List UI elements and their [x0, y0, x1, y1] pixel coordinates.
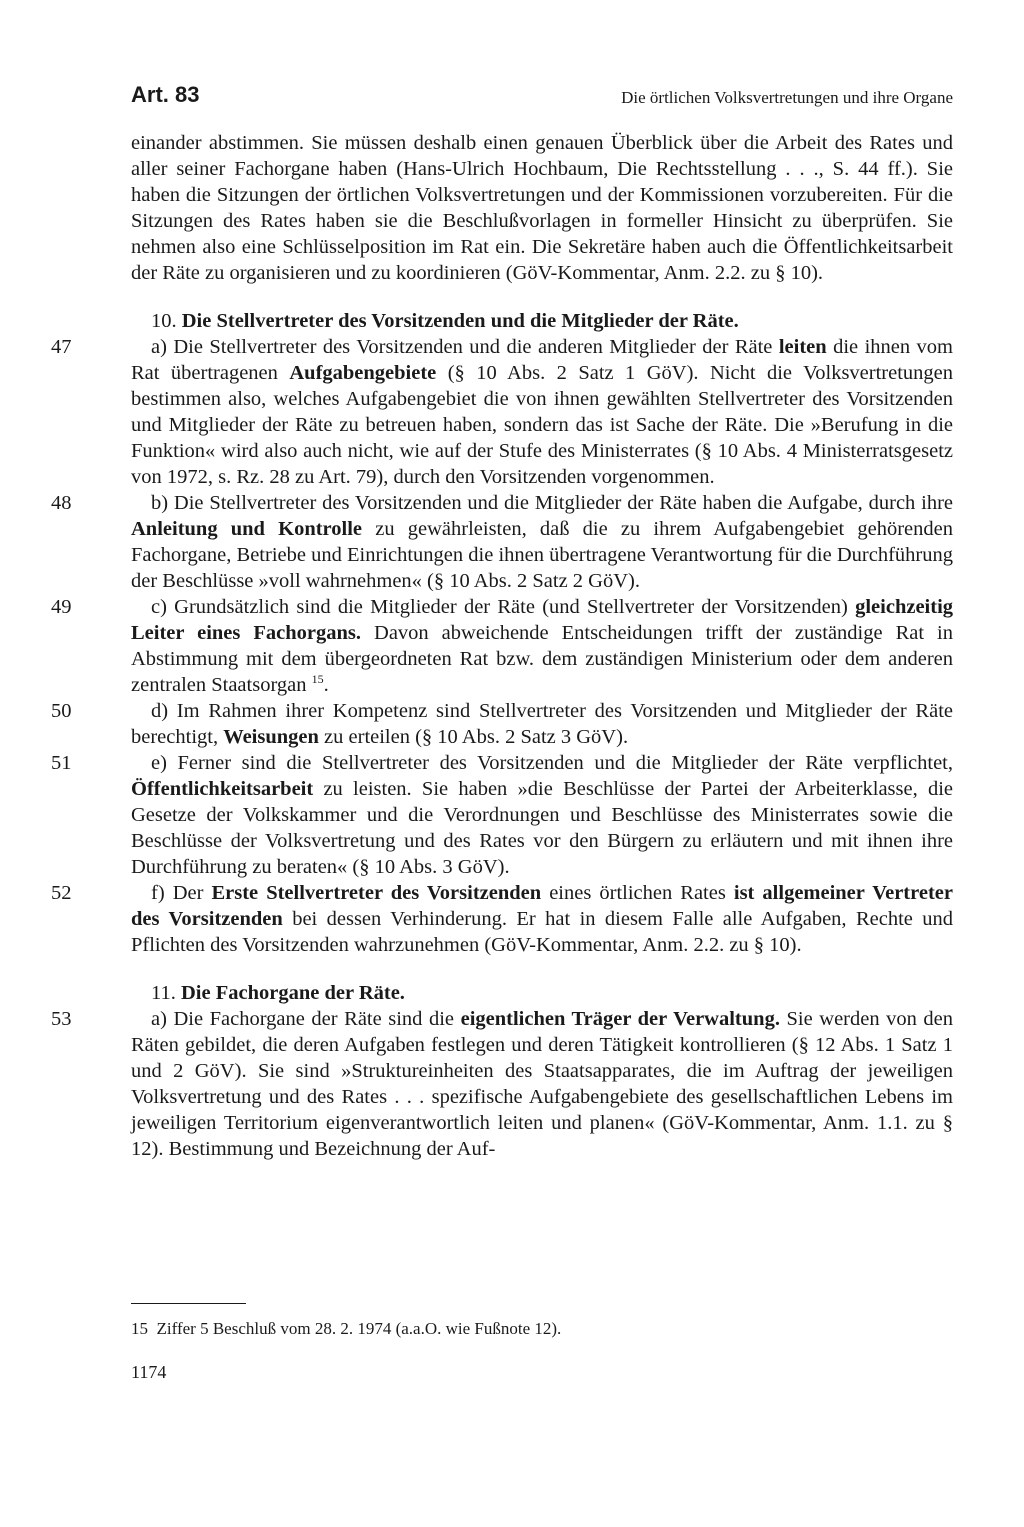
paragraph-49: 49 c) Grundsätzlich sind die Mitglieder der Räte (und Stellvertreter der Vorsitzenden) gleichzeitig Leiter eines Fachorgans. Davon abweichende Entscheidungen trifft der zuständige Rat in Abstimmung mit dem übergeordneten Rat bzw. dem zuständigen Ministerium oder dem anderen zentralen Staatsorgan $^{15}$. — [51, 596, 954, 696]
margin-number-53: 53 — [51, 1008, 72, 1030]
footnote-text: Ziffer 5 Beschluß vom 28. 2. 1974 (a.a.O. wie Fußnote 12). — [156, 1319, 562, 1338]
margin-number-48: 48 — [51, 492, 72, 514]
article-number: Art. 83 — [131, 82, 200, 107]
margin-number-47: 47 — [51, 336, 72, 358]
paragraph-51: 51 e) Ferner sind die Stellvertreter des Vorsitzenden und die Mitglieder der Räte verpflichtet, Öffentlichkeitsarbeit zu leisten. Sie haben »die Beschlüsse der Partei der Arbeiterklasse, die Gesetze der Volkskammer und die Verordnungen und Beschlüsse des Ministerrates sowie die Beschlüsse der Volksvertretung und des Rates vor den Bürgern zu erläutern und mit ihnen ihre Durchführung zu beraten« (§ 10 Abs. 3 GöV). — [51, 752, 954, 878]
page-number: 1174 — [131, 1362, 167, 1382]
margin-number-51: 51 — [51, 752, 72, 774]
paragraph-52: 52 f) Der Erste Stellvertreter des Vorsitzenden eines örtlichen Rates ist allgemeiner Vertreter des Vorsitzenden bei dessen Verhinderung. Er hat in diesem Falle alle Aufgaben, Rechte und Pflichten des Vorsitzenden wahrzunehmen (GöV-Kommentar, Anm. 2.2. zu § 10). — [51, 882, 954, 956]
footnote-15 — [131, 1318, 953, 1340]
footnote-reference[interactable]: 15 — [311, 672, 324, 687]
paragraph-53: 53 a) Die Fachorgane der Räte sind die eigentlichen Träger der Verwaltung. Sie werden von den Räten gebildet, die deren Aufgaben festlegen und deren Tätigkeit kontrollieren (§ 12 Abs. 1 Satz 1 und 2 GöV). Sie sind »Struktureinheiten des Staatsapparates, die im Auftrag der jeweiligen Volksvertretung und des Rates . . . spezifische Aufgabengebiete des gesellschaftlichen Lebens im jeweiligen Territorium eigenverantwortlich leiten und planen« (GöV-Kommentar, Anm. 1.1. zu § 12). Bestimmung und Bezeichnung der Auf- — [51, 1008, 954, 1160]
margin-number-52: 52 — [51, 882, 72, 904]
footnote-divider — [131, 1303, 246, 1304]
paragraph-50: 50 d) Im Rahmen ihrer Kompetenz sind Stellvertreter des Vorsitzenden und Mitglieder der Räte berechtigt, Weisungen zu erteilen (§ 10 Abs. 2 Satz 3 GöV). — [51, 700, 953, 748]
section-heading-11: 11. Die Fachorgane der Räte. — [151, 982, 405, 1004]
footnote-number: 15 — [131, 1319, 148, 1338]
paragraph-47: 47 a) Die Stellvertreter des Vorsitzenden und die anderen Mitglieder der Räte leiten die ihnen vom Rat übertragenen Aufgabengebiete (§ 10 Abs. 2 Satz 1 GöV). Nicht die Volksvertretungen bestimmen also, welches Aufgabengebiet die von ihnen gewählten Stellvertreter des Vorsitzenden und Mitglieder der Räte zu betreuen haben, sondern das ist Sache der Räte. Die »Berufung in die Funktion« wird also auch nicht, wie auf der Stufe des Ministerrates (§ 10 Abs. 4 Ministerratsgesetz von 1972, s. Rz. 28 zu Art. 79), durch den Vorsitzenden vorgenommen. — [51, 336, 954, 488]
margin-number-49: 49 — [51, 596, 72, 618]
page-header — [131, 82, 953, 122]
section-heading-10: 10. Die Stellvertreter des Vorsitzenden und die Mitglieder der Räte. — [151, 310, 739, 332]
paragraph-continuation: einander abstimmen. Sie müssen deshalb einen genauen Überblick über die Arbeit des Rates und aller seiner Fachorgane haben (Hans-Ulrich Hochbaum, Die Rechtsstellung . . ., S. 44 ff.). Sie haben die Sitzungen der örtlichen Volksvertretungen und der Kommissionen vorzubereiten. Für die Sitzungen des Rates haben sie die Beschlußvorlagen in formeller Hinsicht zu überprüfen. Sie nehmen also eine Schlüsselposition im Rat ein. Die Sekretäre haben auch die Öffentlichkeitsarbeit der Räte zu organisieren und zu koordinieren (GöV-Kommentar, Anm. 2.2. zu § 10). — [131, 132, 953, 284]
margin-number-50: 50 — [51, 700, 72, 722]
paragraph-48: 48 b) Die Stellvertreter des Vorsitzenden und die Mitglieder der Räte haben die Aufgabe, durch ihre Anleitung und Kontrolle zu gewährleisten, daß die zu ihrem Aufgabengebiet gehörenden Fachorgane, Betriebe und Einrichtungen die ihnen übertragene Verantwortung für die Durchführung der Beschlüsse »voll wahrnehmen« (§ 10 Abs. 2 Satz 2 GöV). — [51, 492, 953, 592]
body-text — [51, 130, 954, 1162]
running-head: Die örtlichen Volksvertretungen und ihre Organe — [621, 88, 953, 107]
